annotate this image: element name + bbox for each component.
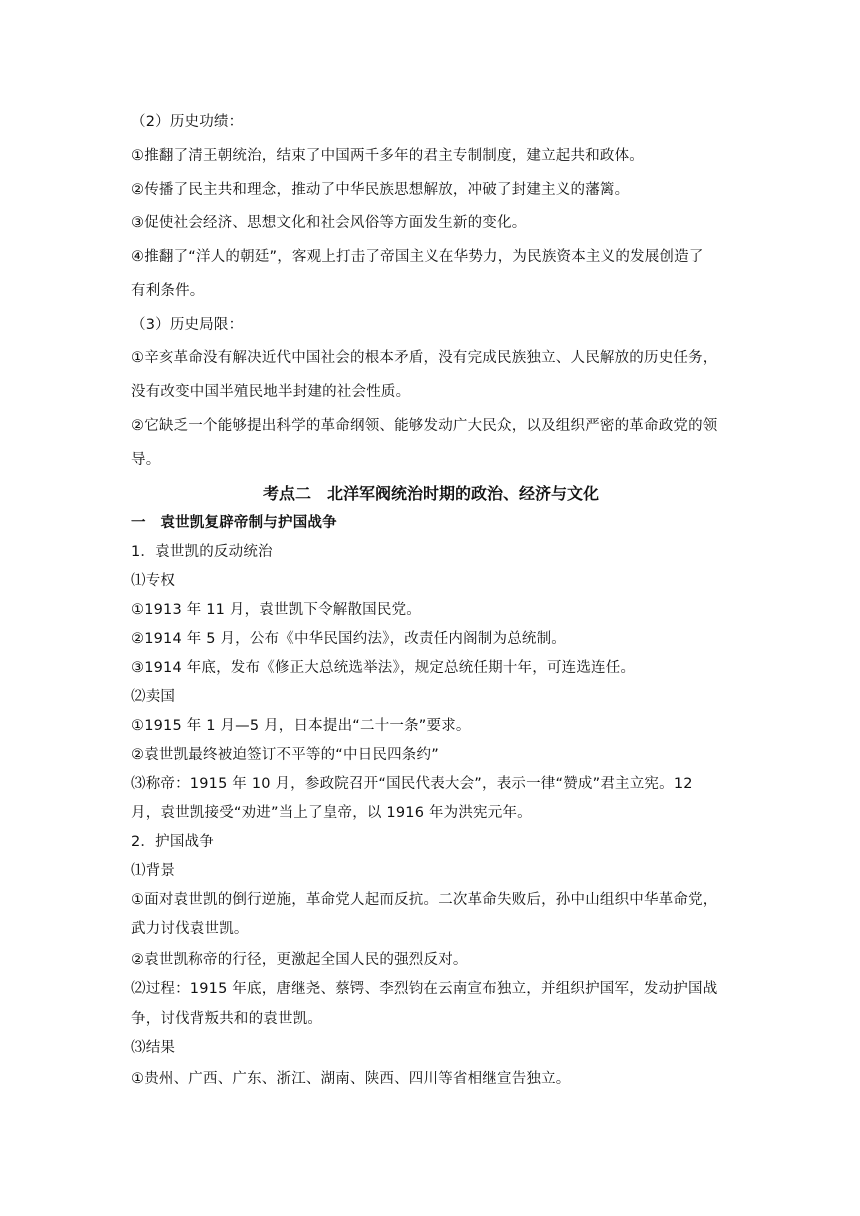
text-line: ②传播了民主共和理念，推动了中华民族思想解放，冲破了封建主义的藩篱。 (131, 182, 630, 198)
text-line: ⑵过程：1915 年底，唐继尧、蔡锷、李烈钧在云南宣布独立，并组织护国军，发动护国战 (131, 981, 718, 997)
text-line: 没有改变中国半殖民地半封建的社会性质。 (131, 384, 411, 400)
text-line: ②袁世凯最终被迫签订不平等的“中日民四条约” (131, 747, 439, 763)
section-heading: 考点二 北洋军阀统治时期的政治、经济与文化 (262, 484, 599, 503)
text-line: ③1914 年底，发布《修正大总统选举法》，规定总统任期十年，可连选连任。 (131, 660, 636, 676)
text-line: ②它缺乏一个能够提出科学的革命纲领、能够发动广大民众，以及组织严密的革命政党的领 (131, 418, 718, 434)
text-line: 武力讨伐袁世凯。 (131, 921, 249, 937)
text-line: ①面对袁世凯的倒行逆施，革命党人起而反抗。二次革命失败后，孙中山组织中华革命党， (131, 892, 718, 908)
text-line: ①推翻了清王朝统治，结束了中国两千多年的君主专制制度，建立起共和政体。 (131, 148, 644, 164)
section-label-limitations: （3）历史局限： (131, 317, 244, 333)
section-label-achievements: （2）历史功绩： (131, 114, 244, 130)
text-line: 2．护国战争 (131, 834, 214, 850)
text-line: ⑵卖国 (131, 689, 176, 705)
text-line: ②1914 年 5 月，公布《中华民国约法》，改责任内阁制为总统制。 (131, 631, 567, 647)
text-line: ②袁世凯称帝的行径，更激起全国人民的强烈反对。 (131, 952, 468, 968)
subsection-heading: 一 袁世凯复辟帝制与护国战争 (131, 515, 337, 531)
text-line: ③促使社会经济、思想文化和社会风俗等方面发生新的变化。 (131, 215, 527, 231)
text-line: ⑶结果 (131, 1040, 176, 1056)
text-line: ④推翻了“洋人的朝廷”，客观上打击了帝国主义在华势力，为民族资本主义的发展创造了 (131, 249, 704, 265)
text-line: 争，讨伐背叛共和的袁世凯。 (131, 1011, 323, 1027)
text-line: 有利条件。 (131, 283, 205, 299)
text-line: ①1913 年 11 月，袁世凯下令解散国民党。 (131, 602, 421, 618)
text-line: ①1915 年 1 月—5 月，日本提出“二十一条”要求。 (131, 718, 471, 734)
text-line: ①贵州、广西、广东、浙江、湖南、陕西、四川等省相继宣告独立。 (131, 1071, 571, 1087)
text-line: ①辛亥革命没有解决近代中国社会的根本矛盾，没有完成民族独立、人民解放的历史任务， (131, 350, 718, 366)
text-line: ⑴专权 (131, 573, 176, 589)
text-line: 导。 (131, 452, 161, 468)
text-line: ⑶称帝：1915 年 10 月，参政院召开“国民代表大会”，表示一律“赞成”君主立宪。12 (131, 776, 693, 792)
text-line: 1．袁世凯的反动统治 (131, 544, 273, 560)
text-line: 月，袁世凯接受“劝进”当上了皇帝，以 1916 年为洪宪元年。 (131, 805, 532, 821)
text-line: ⑴背景 (131, 863, 176, 879)
